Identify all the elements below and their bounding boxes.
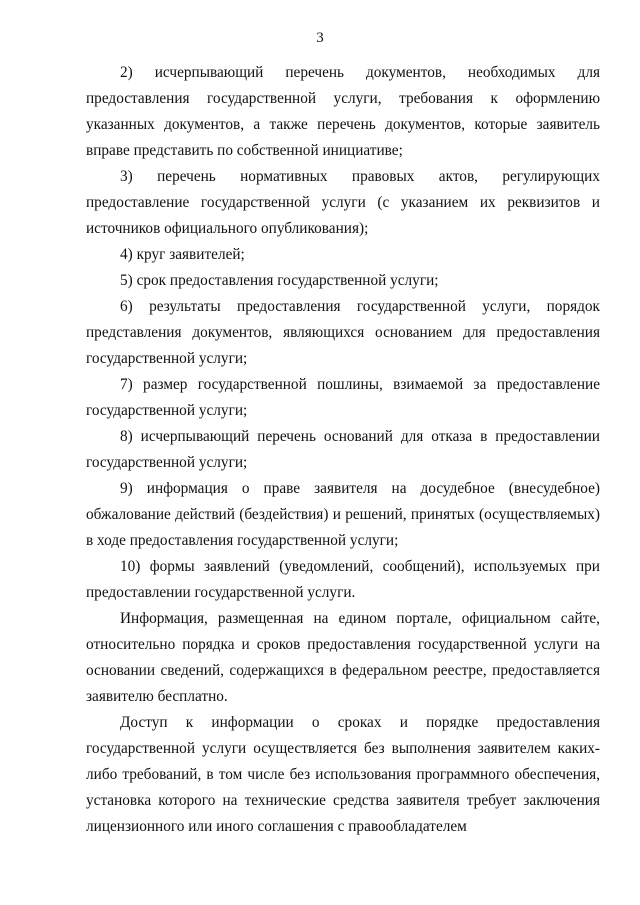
paragraph-item-7: 7) размер государственной пошлины, взимаемой за предоставление государственной услуги; <box>86 376 600 419</box>
paragraph-item-6: 6) результаты предоставления государственной услуги, порядок представления документов, являющихся основанием для предоставления государственной услуги; <box>86 298 600 367</box>
paragraph-item-5: 5) срок предоставления государственной услуги; <box>120 272 439 289</box>
paragraph-item-2: 2) исчерпывающий перечень документов, необходимых для предоставления государственной услуги, требования к оформлению указанных документов, а также перечень документов, которые заявитель вправе представить по собственной инициативе; <box>86 64 600 159</box>
page-number: 3 <box>316 30 324 46</box>
paragraph-information-free: Информация, размещенная на едином портале, официальном сайте, относительно порядка и сроков предоставления государственной услуги на основании сведений, содержащихся в федеральном реестре, предоставляется заявителю бесплатно. <box>86 610 600 705</box>
paragraph-item-3: 3) перечень нормативных правовых актов, регулирующих предоставление государственной услуги (с указанием их реквизитов и источников официального опубликования); <box>86 168 600 237</box>
paragraph-item-10: 10) формы заявлений (уведомлений, сообщений), используемых при предоставлении государственной услуги. <box>86 558 600 601</box>
paragraph-access-info: Доступ к информации о сроках и порядке предоставления государственной услуги осуществляется без выполнения заявителем каких-либо требований, в том числе без использования программного обеспечения, установка которого на технические средства заявителя требует заключения лицензионного или иного соглашения с правообладателем <box>86 714 600 835</box>
paragraph-item-8: 8) исчерпывающий перечень оснований для отказа в предоставлении государственной услуги; <box>86 428 600 471</box>
document-body <box>86 60 600 840</box>
paragraph-item-4: 4) круг заявителей; <box>120 246 245 263</box>
paragraph-item-9: 9) информация о праве заявителя на досудебное (внесудебное) обжалование действий (бездействия) и решений, принятых (осуществляемых) в ходе предоставления государственной услуги; <box>86 480 600 549</box>
